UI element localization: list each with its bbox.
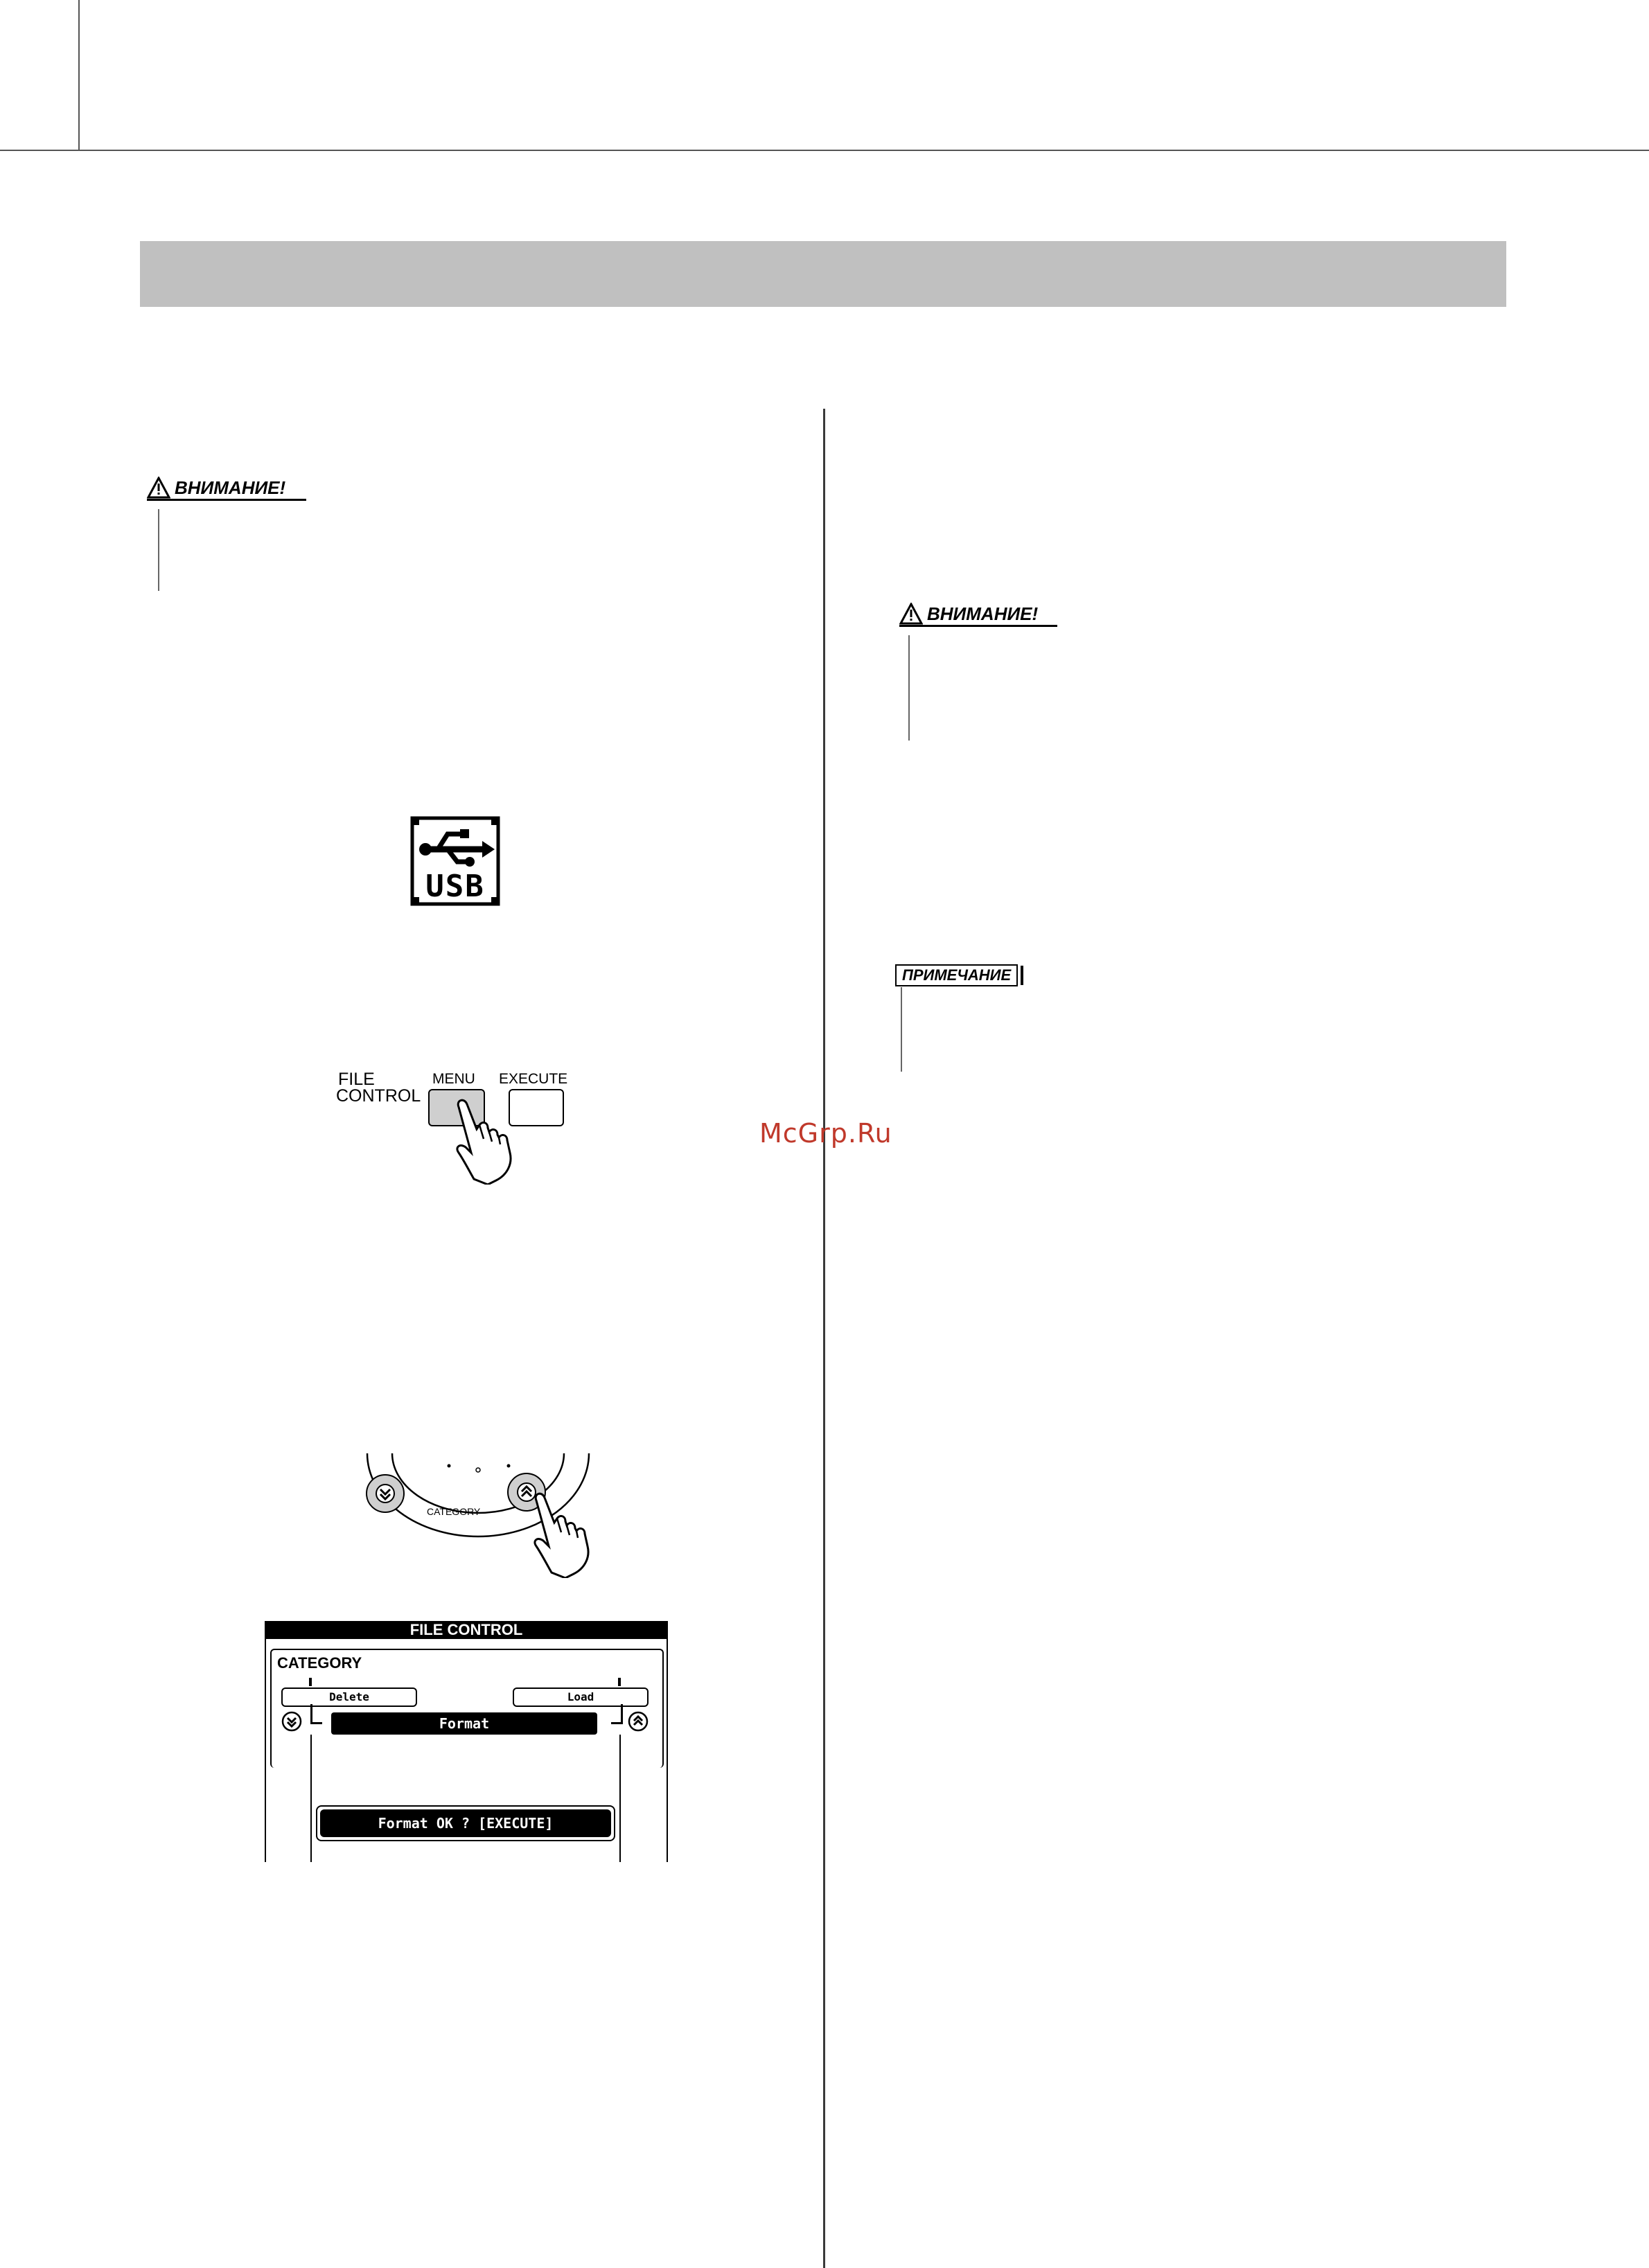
note-label: ПРИМЕЧАНИЕ (895, 964, 1018, 986)
header-rule (0, 150, 1649, 151)
file-control-label (338, 1071, 421, 1104)
category-down-button[interactable] (366, 1474, 405, 1513)
lcd-tick (309, 1678, 312, 1686)
lcd-message-area (310, 1735, 621, 1862)
pressing-hand-icon (443, 1095, 527, 1185)
warning-side-bar (158, 509, 159, 591)
column-separator (823, 409, 825, 2268)
pressing-hand-icon (521, 1488, 604, 1578)
category-dial-label: CATEGORY (427, 1506, 481, 1517)
lcd-prompt: Format OK ? [EXECUTE] (320, 1809, 611, 1837)
lcd-tick (618, 1678, 621, 1686)
lcd-title: FILE CONTROL (265, 1621, 668, 1639)
lcd-category-label: CATEGORY (277, 1654, 362, 1672)
note-side-bar (901, 987, 902, 1072)
warning-header (147, 477, 306, 499)
usb-icon-label: USB (425, 869, 485, 904)
warning-header (899, 603, 1057, 625)
warning-label: ВНИМАНИЕ! (927, 603, 1039, 624)
file-label: FILE (338, 1070, 375, 1089)
warning-triangle-icon (899, 603, 923, 625)
double-chevron-down-icon (367, 1476, 403, 1512)
warning-side-bar (908, 635, 910, 741)
control-label: CONTROL (336, 1086, 421, 1106)
lcd-item-delete: Delete (281, 1687, 417, 1707)
lcd-item-load: Load (513, 1687, 649, 1707)
warning-label: ВНИМАНИЕ! (175, 477, 286, 498)
warning-block-left (147, 477, 306, 501)
page-margin-line (78, 0, 80, 151)
warning-block-right (899, 603, 1057, 627)
lcd-prompt-frame (316, 1805, 615, 1841)
note-tag (895, 964, 1023, 986)
lcd-right-border (667, 1639, 668, 1862)
warning-triangle-icon (147, 477, 170, 499)
execute-label: EXECUTE (499, 1071, 568, 1087)
lcd-selected-format: Format (331, 1712, 597, 1735)
watermark: McGrp.Ru (759, 1118, 892, 1149)
note-tag-end (1021, 966, 1023, 985)
menu-label: MENU (432, 1071, 475, 1087)
lcd-bracket-left (310, 1704, 322, 1724)
warning-underline (899, 625, 1057, 627)
lcd-display (265, 1621, 668, 1862)
lcd-up-arrow-icon (628, 1711, 649, 1735)
lcd-left-border (265, 1639, 266, 1862)
usb-icon (410, 816, 500, 906)
lcd-bracket-right (611, 1704, 623, 1724)
section-banner (140, 241, 1506, 307)
lcd-down-arrow-icon (281, 1711, 302, 1735)
warning-underline (147, 499, 306, 501)
